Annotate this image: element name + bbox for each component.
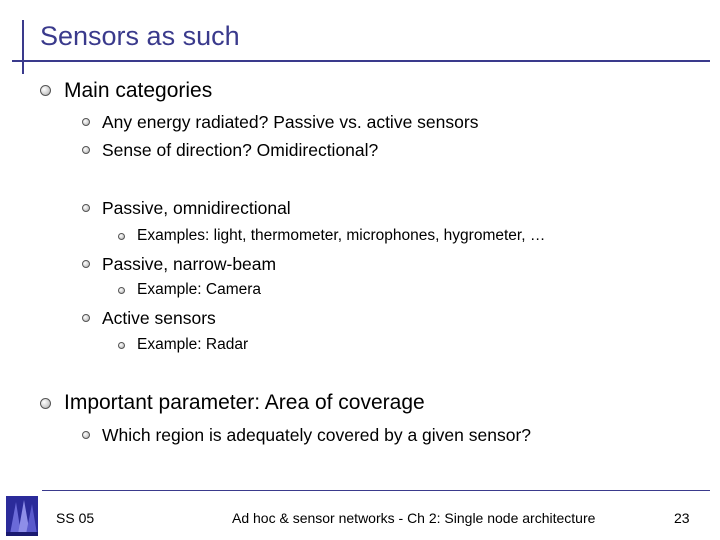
bullet-passive-omnidirectional: Passive, omnidirectional bbox=[102, 198, 291, 218]
bullet-sense-of-direction: Sense of direction? Omidirectional? bbox=[102, 140, 379, 160]
footer-course-title: Ad hoc & sensor networks - Ch 2: Single node architecture bbox=[232, 510, 596, 526]
page-number: 23 bbox=[674, 510, 690, 526]
slide-title: Sensors as such bbox=[40, 21, 240, 51]
bullet-passive-narrow-beam: Passive, narrow-beam bbox=[102, 254, 277, 274]
sphere-bullet-icon bbox=[82, 118, 90, 126]
sphere-bullet-icon bbox=[118, 233, 125, 240]
title-vertical-rule bbox=[22, 20, 24, 74]
sphere-bullet-icon bbox=[82, 204, 90, 212]
sphere-bullet-icon bbox=[82, 146, 90, 154]
sphere-bullet-icon bbox=[40, 398, 51, 409]
bullet-active-sensors: Active sensors bbox=[102, 308, 216, 328]
sphere-bullet-icon bbox=[82, 314, 90, 322]
bullet-which-region: Which region is adequately covered by a given sensor? bbox=[102, 425, 531, 445]
bullet-main-categories: Main categories bbox=[64, 79, 213, 102]
university-logo-icon bbox=[2, 490, 42, 540]
title-horizontal-rule bbox=[12, 60, 710, 62]
bullet-example-camera: Example: Camera bbox=[137, 281, 262, 298]
sphere-bullet-icon bbox=[82, 431, 90, 439]
bullet-example-radar: Example: Radar bbox=[137, 336, 249, 353]
bullet-examples-omnidirectional: Examples: light, thermometer, microphones, hygrometer, … bbox=[137, 227, 546, 244]
sphere-bullet-icon bbox=[118, 287, 125, 294]
sphere-bullet-icon bbox=[82, 260, 90, 268]
footer-semester: SS 05 bbox=[56, 510, 95, 526]
sphere-bullet-icon bbox=[118, 342, 125, 349]
footer-rule bbox=[42, 490, 710, 491]
bullet-important-parameter: Important parameter: Area of coverage bbox=[64, 391, 425, 414]
sphere-bullet-icon bbox=[40, 85, 51, 96]
bullet-energy-radiated: Any energy radiated? Passive vs. active sensors bbox=[102, 112, 479, 132]
